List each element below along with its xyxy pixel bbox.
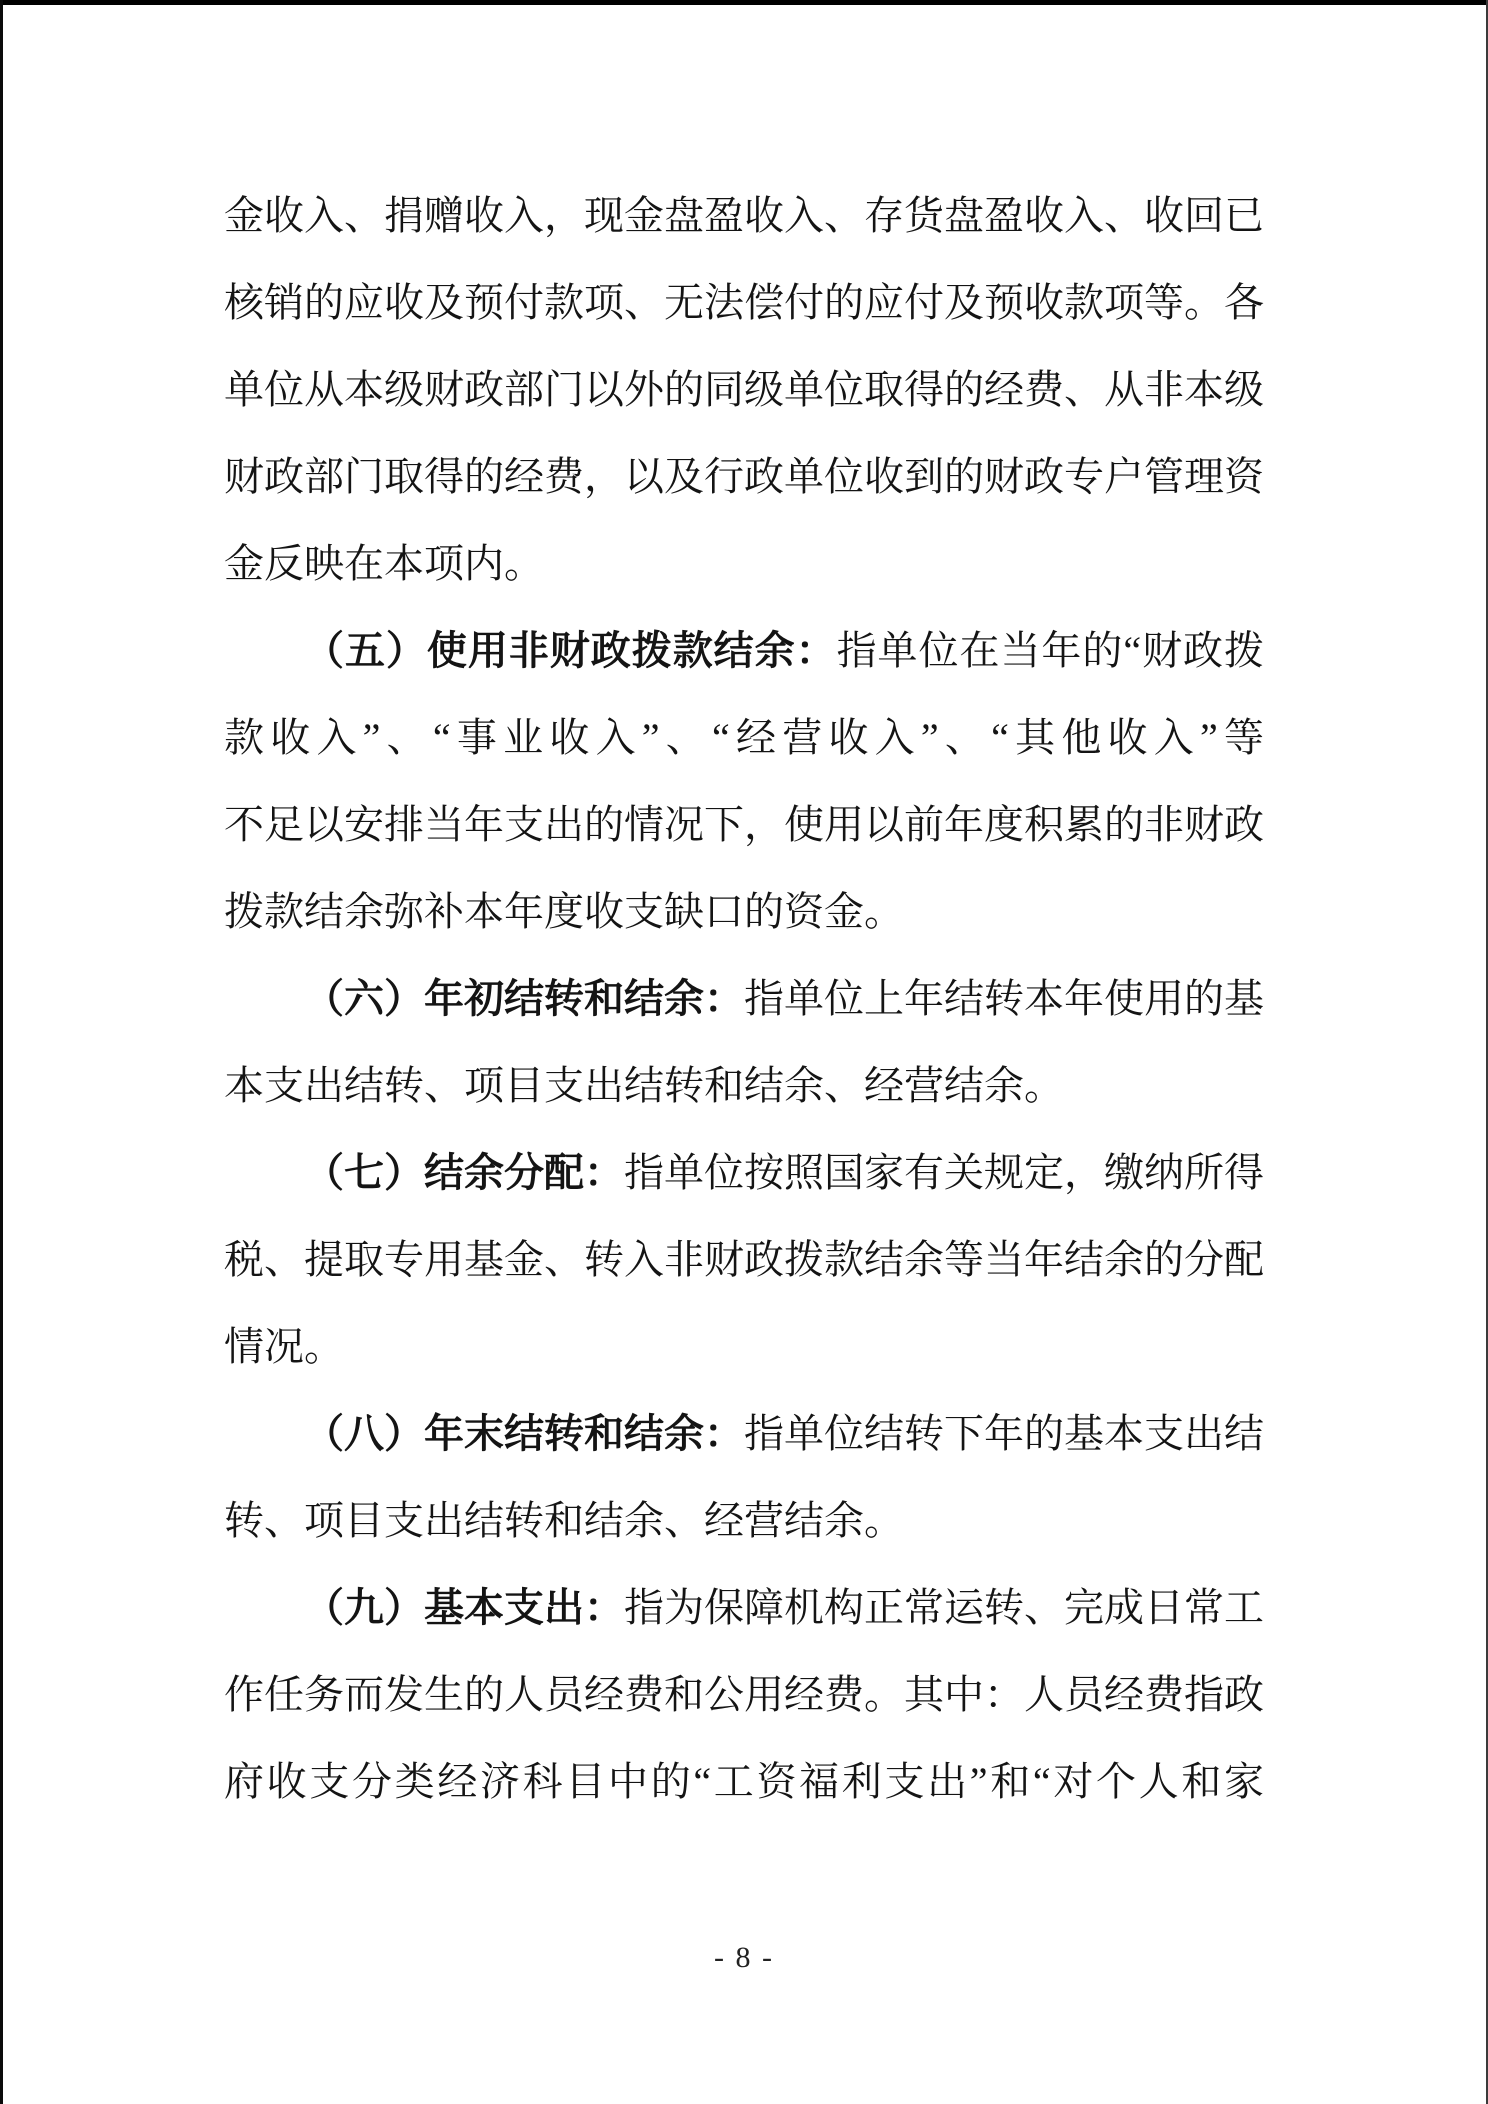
text-line <box>224 781 1264 868</box>
body-text: 税、提取专用基金、转入非财政拨款结余等当年结余的分配 <box>224 1237 1264 1282</box>
text-line <box>224 1390 1264 1477</box>
term-heading: （八）年末结转和结余： <box>304 1411 744 1456</box>
body-text: 府收支分类经济科目中的“工资福利支出”和“对个人和家 <box>224 1759 1264 1804</box>
scan-top-border <box>0 0 1488 5</box>
page-number: - 8 - <box>714 1941 774 1974</box>
text-line <box>224 433 1264 520</box>
body-text: 不足以安排当年支出的情况下，使用以前年度积累的非财政 <box>224 802 1264 847</box>
body-text: 款收入”、“事业收入”、“经营收入”、“其他收入”等 <box>224 715 1264 760</box>
text-line <box>224 1129 1264 1216</box>
text-line <box>224 1477 1264 1564</box>
document-text-block <box>224 172 1264 1825</box>
body-text: 指单位按照国家有关规定，缴纳所得 <box>624 1150 1264 1195</box>
term-heading: （六）年初结转和结余： <box>304 976 744 1021</box>
text-line <box>224 1651 1264 1738</box>
body-text: 指单位上年结转本年使用的基 <box>744 976 1264 1021</box>
body-text: 指为保障机构正常运转、完成日常工 <box>624 1585 1264 1630</box>
text-line <box>224 1303 1264 1390</box>
text-line <box>224 172 1264 259</box>
term-heading: （五）使用非财政拨款结余： <box>304 628 837 673</box>
text-line <box>224 259 1264 346</box>
text-line <box>224 607 1264 694</box>
text-line <box>224 1738 1264 1825</box>
text-line <box>224 1042 1264 1129</box>
body-text: 情况。 <box>224 1324 344 1369</box>
text-line <box>224 694 1264 781</box>
body-text: 财政部门取得的经费，以及行政单位收到的财政专户管理资 <box>224 454 1264 499</box>
body-text: 指单位在当年的“财政拨 <box>836 628 1264 673</box>
scan-left-border <box>0 0 3 2104</box>
body-text: 转、项目支出结转和结余、经营结余。 <box>224 1498 904 1543</box>
term-heading: （七）结余分配： <box>304 1150 624 1195</box>
text-line <box>224 955 1264 1042</box>
text-line <box>224 868 1264 955</box>
body-text: 本支出结转、项目支出结转和结余、经营结余。 <box>224 1063 1064 1108</box>
body-text: 作任务而发生的人员经费和公用经费。其中：人员经费指政 <box>224 1672 1264 1717</box>
body-text: 拨款结余弥补本年度收支缺口的资金。 <box>224 889 904 934</box>
term-heading: （九）基本支出： <box>304 1585 624 1630</box>
body-text: 指单位结转下年的基本支出结 <box>744 1411 1264 1456</box>
body-text: 金反映在本项内。 <box>224 541 544 586</box>
text-line <box>224 1216 1264 1303</box>
body-text: 金收入、捐赠收入，现金盘盈收入、存货盘盈收入、收回已 <box>224 193 1264 238</box>
body-text: 单位从本级财政部门以外的同级单位取得的经费、从非本级 <box>224 367 1264 412</box>
body-text: 核销的应收及预付款项、无法偿付的应付及预收款项等。各 <box>224 280 1264 325</box>
text-line <box>224 1564 1264 1651</box>
text-line <box>224 520 1264 607</box>
text-line <box>224 346 1264 433</box>
